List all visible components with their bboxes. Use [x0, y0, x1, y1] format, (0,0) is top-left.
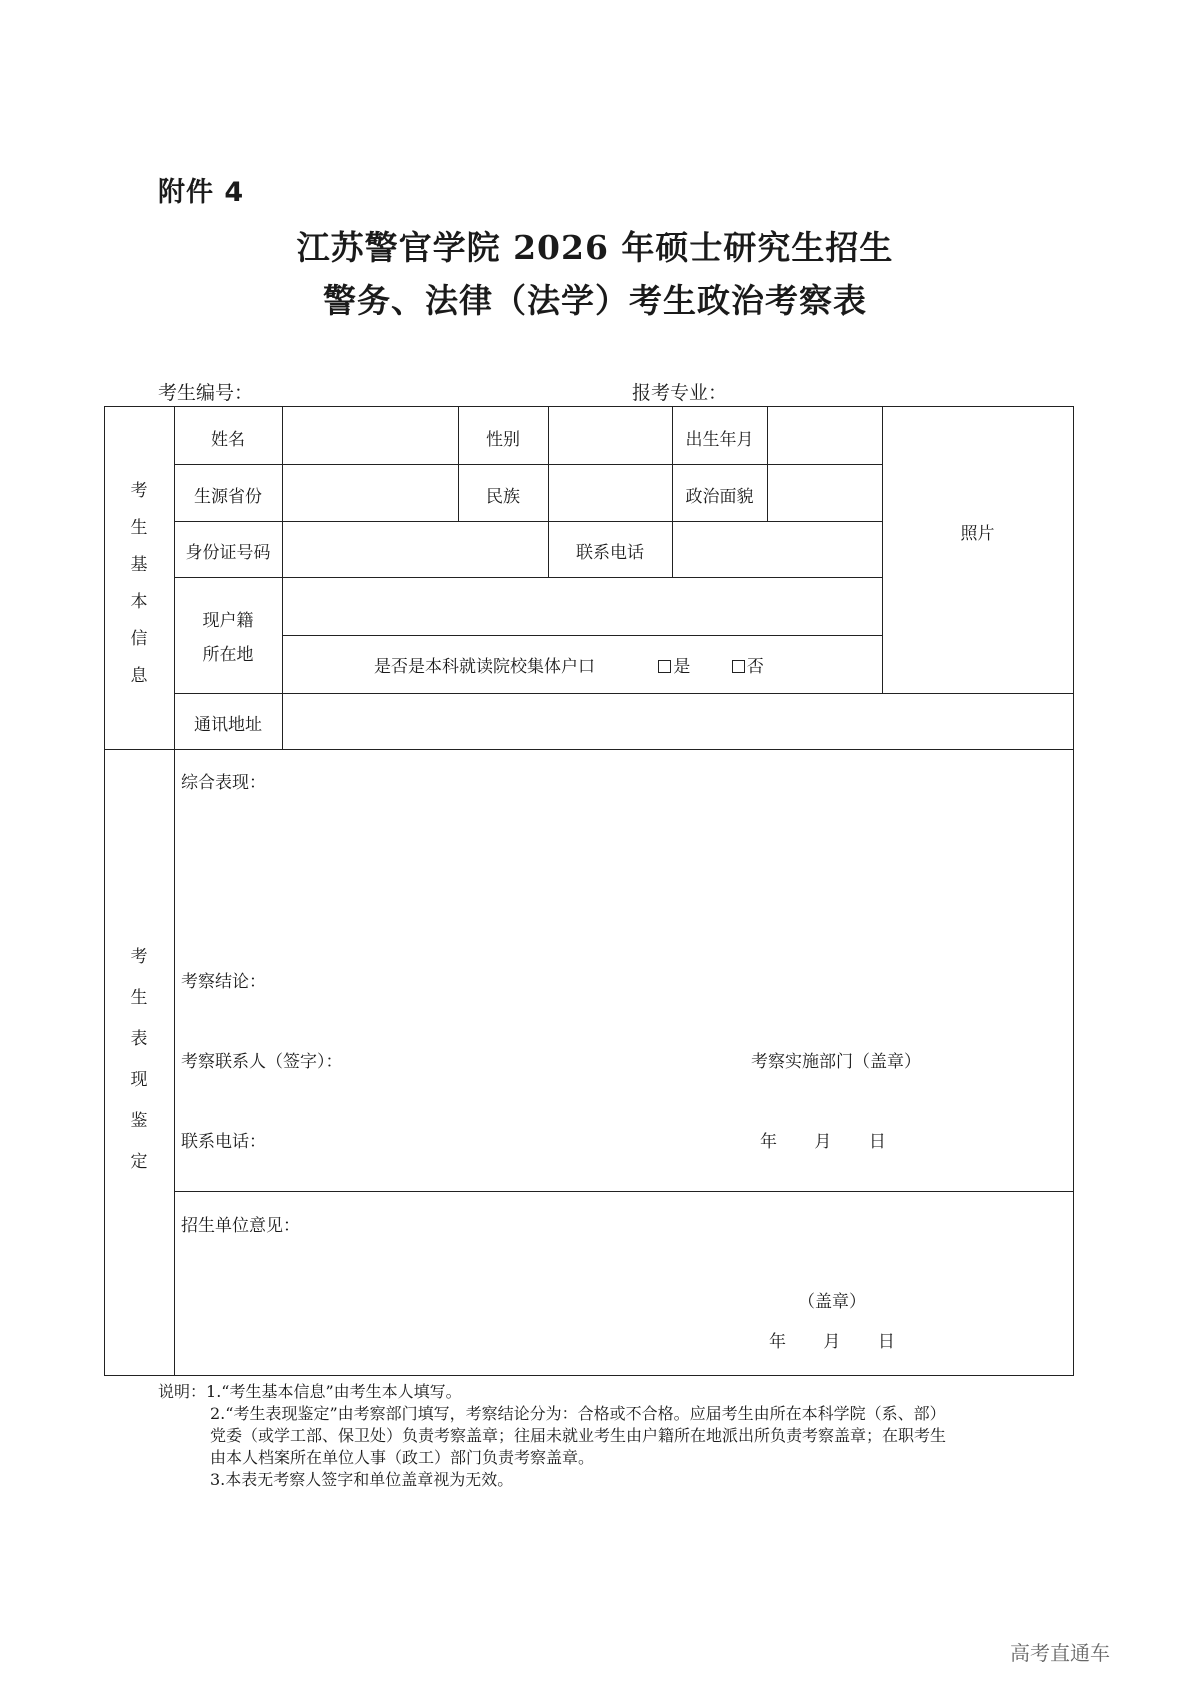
performance-date: [760, 1127, 886, 1152]
collective-hukou-question: 是否是本科就读院校集体户口: [374, 657, 595, 677]
address-field[interactable]: [284, 695, 1071, 748]
label-overall-performance: 综合表现：: [181, 773, 266, 793]
note-line1: [158, 1381, 462, 1403]
label-hukou-line2: 所在地: [202, 645, 254, 665]
note-line2: 2.“考生表现鉴定”由考察部门填写，考察结论分为：合格或不合格。应届考生由所在本科学院（系、部）: [210, 1404, 946, 1423]
option-yes[interactable]: [658, 657, 690, 677]
label-conclusion: 考察结论：: [181, 972, 266, 992]
section-char: 考: [130, 947, 148, 967]
date-year: 年: [769, 1332, 786, 1352]
label-phone: 联系电话: [576, 543, 644, 563]
label-hukou-line1: 现户籍: [202, 611, 254, 631]
note-line3: 党委（或学工部、保卫处）负责考察盖章；往届未就业考生由户籍所在地派出所负责考察盖章；在职考生: [210, 1426, 947, 1445]
section-char: 现: [130, 1070, 148, 1090]
photo-placeholder: 照片: [960, 524, 995, 544]
label-name: 姓名: [211, 430, 245, 450]
date-year: 年: [760, 1132, 777, 1152]
option-yes-label: 是: [673, 657, 691, 677]
page-title-line1: 江苏警官学院 2026 年硕士研究生招生: [296, 228, 894, 267]
admission-date: [769, 1327, 895, 1352]
date-month: 月: [814, 1132, 832, 1152]
section-char: 鉴: [130, 1111, 148, 1131]
political-field[interactable]: [769, 466, 880, 520]
checkbox-yes[interactable]: [658, 660, 671, 673]
note-line5: 3.本表无考察人签字和单位盖章视为无效。: [210, 1470, 514, 1489]
label-hukou: [174, 604, 282, 672]
examination-form-table: [104, 406, 1074, 1376]
divider: [282, 407, 283, 749]
id-number-field[interactable]: [284, 523, 546, 576]
section-label-basic-info: [127, 473, 151, 695]
date-day: 日: [877, 1332, 895, 1352]
overall-performance-field[interactable]: [181, 797, 1061, 947]
label-address: 通讯地址: [194, 715, 262, 735]
ethnicity-field[interactable]: [550, 466, 670, 520]
option-no-label: 否: [746, 657, 764, 677]
note-text: 1.“考生基本信息”由考生本人填写。: [206, 1382, 462, 1401]
label-admission-opinion: 招生单位意见：: [181, 1216, 300, 1236]
section-char: 息: [130, 666, 148, 686]
watermark: 高考直通车: [1010, 1641, 1110, 1665]
divider: [174, 464, 882, 465]
divider: [282, 635, 882, 636]
section-char: 生: [130, 988, 148, 1008]
option-no[interactable]: [732, 657, 764, 677]
divider: [882, 407, 883, 693]
date-month: 月: [823, 1332, 841, 1352]
label-contact-person: 考察联系人（签字）：: [181, 1052, 343, 1072]
collective-hukou-row: [282, 652, 882, 677]
note-line4: 由本人档案所在单位人事（政工）部门负责考察盖章。: [210, 1448, 595, 1467]
attachment-label: 附件 4: [158, 177, 245, 208]
label-province: 生源省份: [194, 487, 262, 507]
divider: [174, 693, 1073, 694]
phone-field[interactable]: [674, 523, 880, 576]
label-department-seal: 考察实施部门（盖章）: [751, 1052, 921, 1072]
label-birth: 出生年月: [685, 430, 754, 450]
section-label-performance: [127, 937, 151, 1183]
section-char: 考: [130, 481, 148, 501]
label-id-number: 身份证号码: [185, 543, 271, 563]
section-char: 本: [130, 592, 148, 612]
label-contact-phone: 联系电话：: [181, 1132, 266, 1152]
section-char: 信: [130, 629, 148, 649]
label-ethnicity: 民族: [486, 487, 520, 507]
label-gender: 性别: [486, 430, 520, 450]
section-char: 表: [130, 1029, 148, 1049]
divider: [174, 1191, 1073, 1192]
hukou-field[interactable]: [284, 579, 880, 634]
divider: [105, 749, 1073, 750]
section-char: 定: [130, 1152, 148, 1172]
divider: [174, 577, 882, 578]
candidate-number-label: 考生编号：: [158, 382, 254, 404]
divider: [174, 521, 882, 522]
checkbox-no[interactable]: [732, 660, 745, 673]
label-admission-seal: （盖章）: [798, 1292, 866, 1312]
gender-field[interactable]: [550, 409, 670, 463]
date-day: 日: [868, 1132, 886, 1152]
notes-prefix: 说明：: [158, 1382, 207, 1401]
major-label: 报考专业：: [632, 382, 728, 404]
page-title-line2: 警务、法律（法学）考生政治考察表: [323, 281, 867, 320]
province-field[interactable]: [284, 466, 456, 520]
section-char: 生: [130, 518, 148, 538]
section-char: 基: [130, 555, 148, 575]
label-political: 政治面貌: [685, 487, 754, 507]
name-field[interactable]: [284, 409, 456, 463]
birth-field[interactable]: [769, 409, 880, 463]
